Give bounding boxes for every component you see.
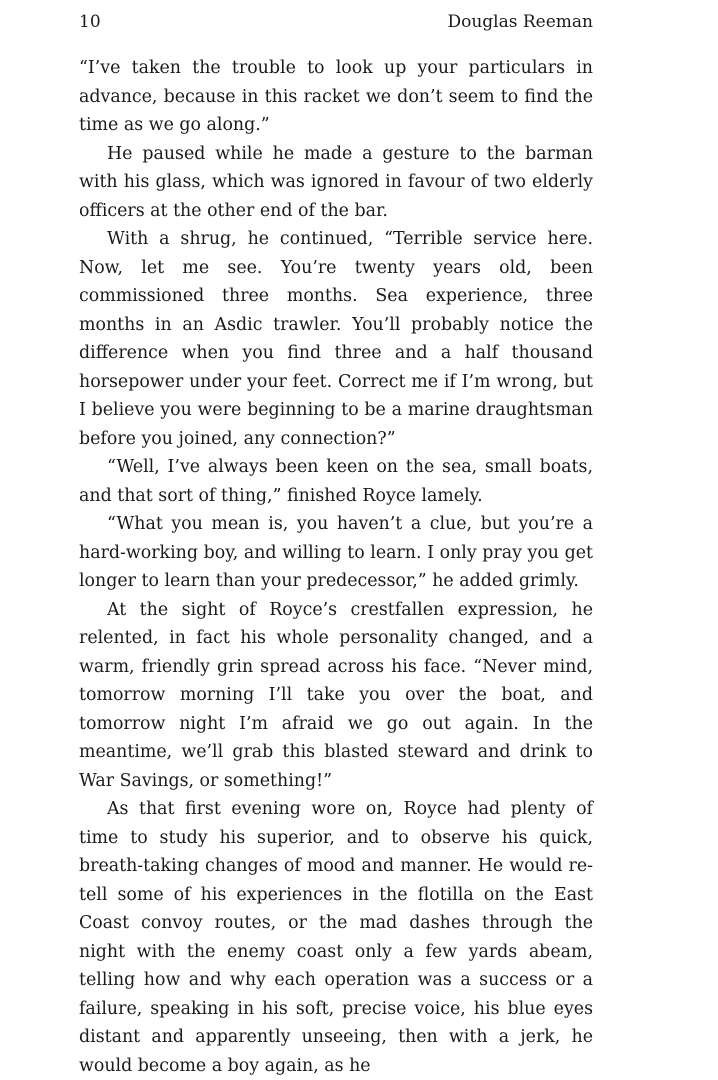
book-page: [79, 0, 593, 1076]
running-head-author: Douglas Reeman: [447, 12, 593, 32]
paragraph: With a shrug, he continued, “Terrible service here. Now, let me see. You’re twenty years old, been commissioned three months. Sea experience, three months in an Asdic trawler. You’ll probably notice the difference when you find three and a half thousand horsepower under your feet. Correct me if I’m wrong, but I believe you were beginning to be a marine draughtsman before you joined, any connection?”: [79, 229, 593, 449]
paragraph: As that first evening wore on, Royce had plenty of time to study his superior, and to observe his quick, breath-taking changes of mood and manner. He would re-tell some of his experiences in the flotilla on the East Coast convoy routes, or the mad dashes through the night with the enemy coast only a few yards abeam, telling how and why each operation was a success or a failure, speaking in his soft, precise voice, his blue eyes distant and apparently unseeing, then with a jerk, he would become a boy again, as he: [79, 799, 593, 1076]
page-number: 10: [79, 12, 101, 32]
body-text: [79, 54, 593, 1080]
paragraph: “I’ve taken the trouble to look up your particulars in advance, because in this racket we don’t seem to find the time as we go along.”: [79, 58, 593, 135]
paragraph: He paused while he made a gesture to the barman with his glass, which was ignored in favour of two elderly officers at the other end of the bar.: [79, 143, 593, 221]
paragraph: At the sight of Royce’s crestfallen expression, he relented, in fact his whole personality changed, and a warm, friendly grin spread across his face. “Never mind, tomorrow morning I’ll take you over the boat, and tomorrow night I’m afraid we go out again. In the meantime, we’ll grab this blasted steward and drink to War Savings, or something!”: [79, 599, 593, 791]
paragraph: “What you mean is, you haven’t a clue, but you’re a hard-working boy, and willing to learn. I only pray you get longer to learn than your predecessor,” he added grimly.: [79, 514, 593, 591]
page-header: [79, 10, 593, 34]
paragraph: “Well, I’ve always been keen on the sea, small boats, and that sort of thing,” finished Royce lamely.: [79, 457, 593, 506]
